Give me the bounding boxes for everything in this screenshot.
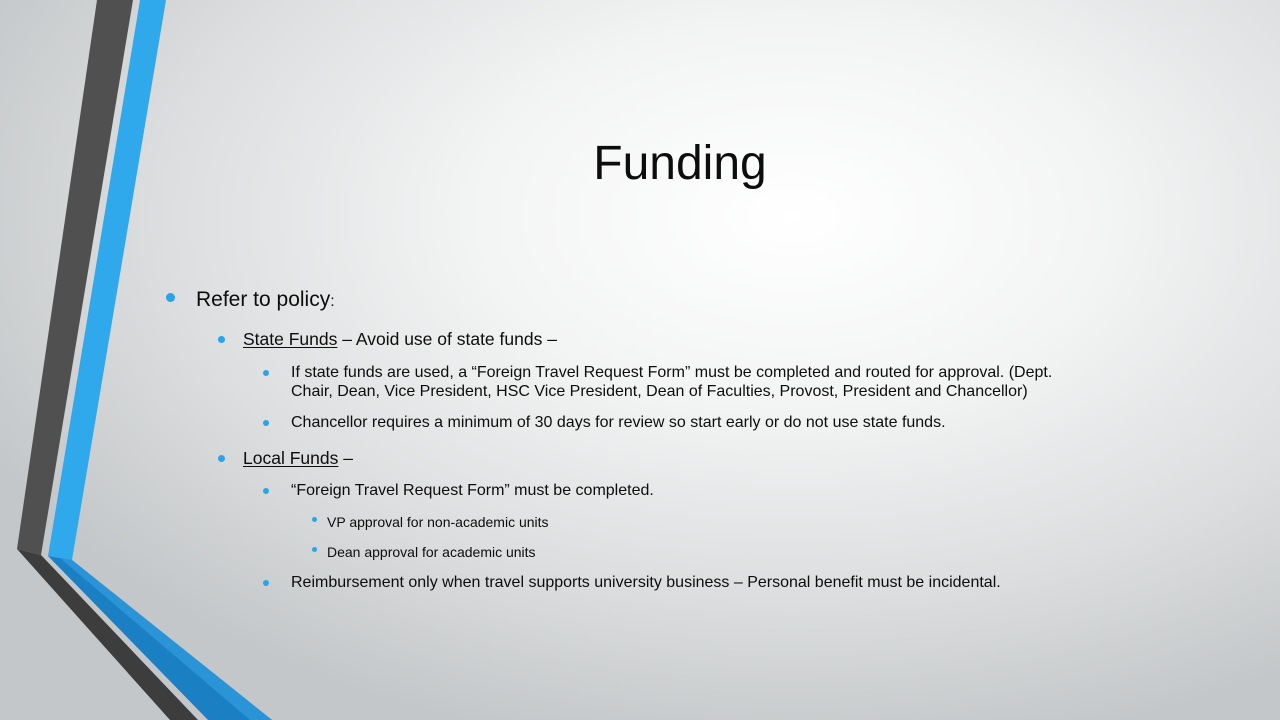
bullet-state-item-2: [263, 420, 269, 426]
local-funds-text: –: [338, 448, 353, 468]
bullet-level1: [166, 293, 175, 302]
vp-approval-item: VP approval for non-academic units: [327, 514, 549, 530]
state-funds-detail-line2: Chair, Dean, Vice President, HSC Vice President, Dean of Faculties, Provost, President and Chancellor): [291, 383, 1028, 400]
policy-heading-colon: :: [330, 293, 335, 310]
dean-approval-item: Dean approval for academic units: [327, 544, 536, 560]
state-funds-detail-line1: If state funds are used, a “Foreign Travel Request Form” must be completed and routed for approval. (Dept.: [291, 364, 1053, 381]
bullet-dean-approval: [312, 547, 317, 552]
slide-title: Funding: [593, 137, 767, 190]
state-funds-text: – Avoid use of state funds –: [337, 329, 557, 349]
state-funds-item: [243, 329, 557, 350]
state-funds-label: State Funds: [243, 329, 338, 349]
local-funds-item: [243, 448, 353, 469]
bullet-reimbursement: [263, 580, 269, 586]
policy-heading-text: Refer to policy: [196, 288, 331, 311]
bullet-vp-approval: [312, 517, 317, 522]
local-funds-label: Local Funds: [243, 448, 339, 468]
local-form-required: “Foreign Travel Request Form” must be completed.: [291, 482, 654, 499]
bullet-state-item-1: [263, 370, 269, 376]
bullet-local-funds: [218, 455, 225, 462]
bullet-local-form: [263, 488, 269, 494]
bullet-state-funds: [218, 336, 225, 343]
policy-heading: [196, 288, 335, 312]
chancellor-review-note: Chancellor requires a minimum of 30 days for review so start early or do not use state funds.: [291, 414, 946, 431]
reimbursement-note: Reimbursement only when travel supports university business – Personal benefit must be incidental.: [291, 574, 1001, 591]
